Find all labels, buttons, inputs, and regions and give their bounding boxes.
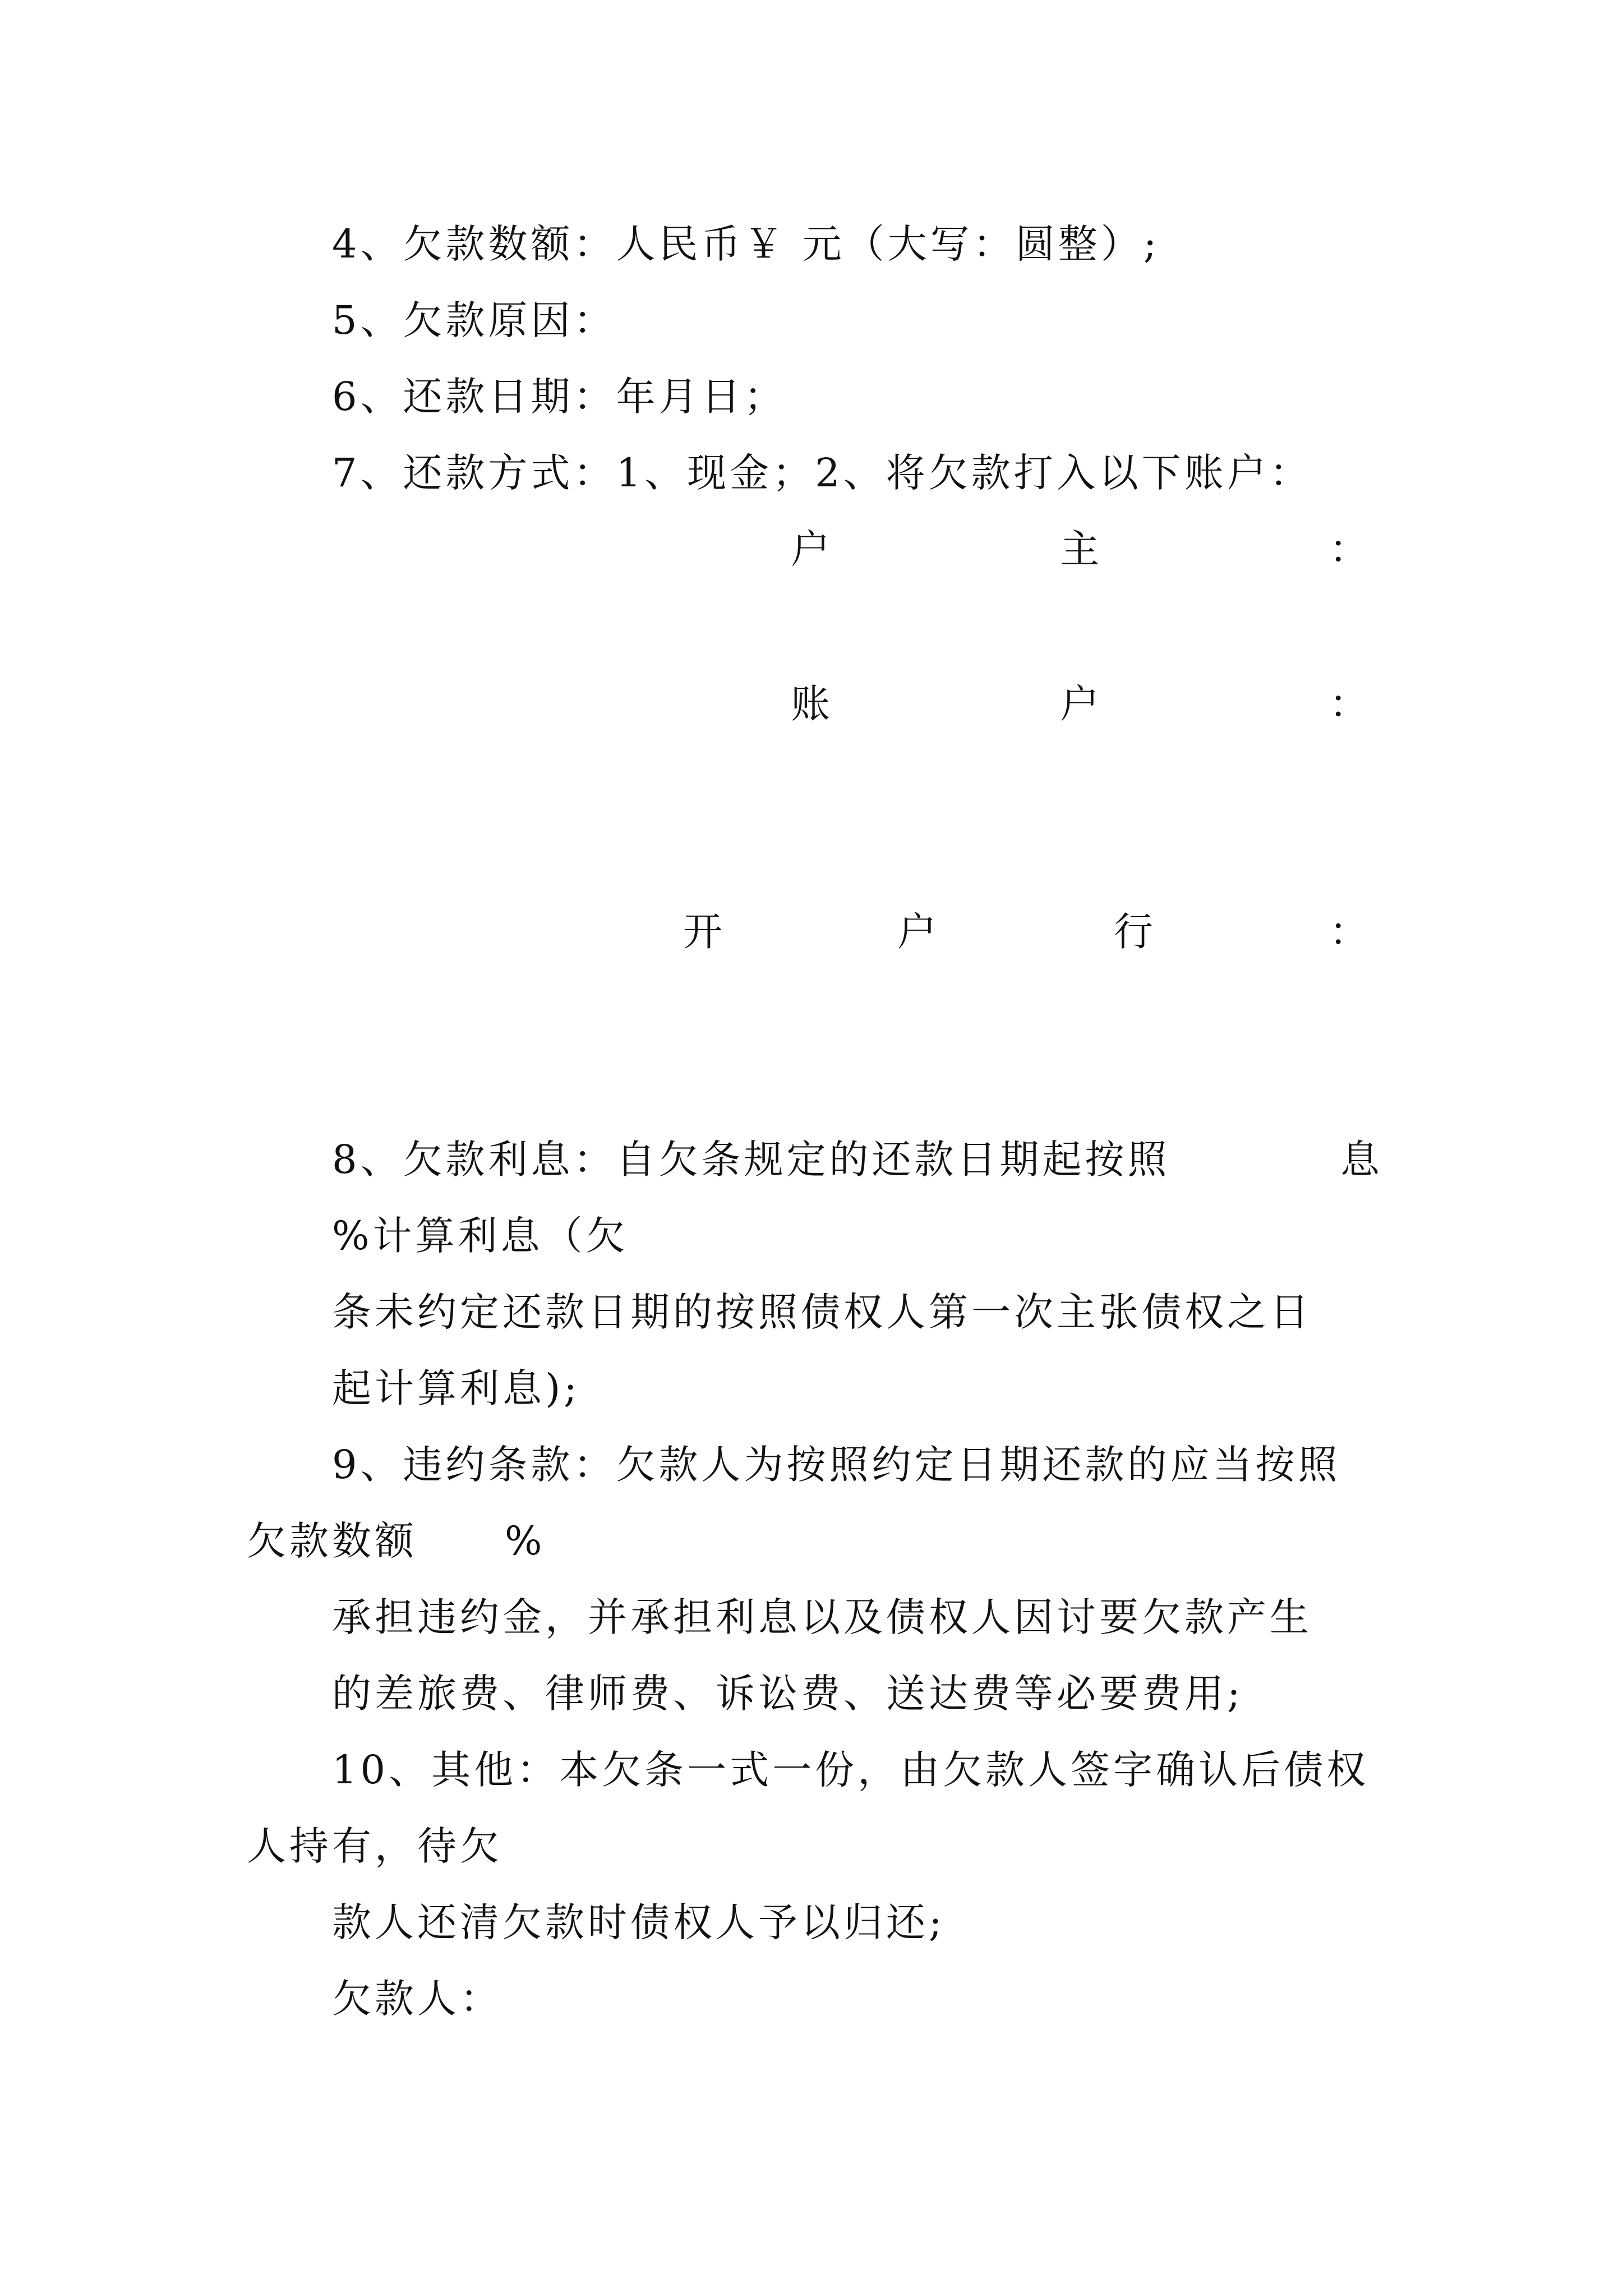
item-9-penalty-percent: %: [505, 1518, 546, 1564]
item-10-other-line-3: 款人还清欠款时债权人予以归还;: [332, 1899, 946, 1945]
item-8-interest-line-2: %计算利息（欠: [332, 1213, 629, 1259]
account-holder-char-2: 主: [1060, 526, 1099, 572]
item-6-repayment-date: 6、还款日期：年月日；: [332, 374, 787, 420]
item-8-interest-line-3: 条未约定还款日期的按照债权人第一次主张债权之日: [332, 1289, 1312, 1335]
debtor-label: 欠款人：: [332, 1976, 502, 2022]
item-8-interest-line-1-end: 息: [1340, 1137, 1383, 1182]
item-9-penalty-line-2: 欠款数额: [247, 1518, 417, 1564]
account-holder-char-1: 户: [791, 526, 830, 572]
item-5-reason: 5、欠款原因：: [332, 297, 616, 343]
account-number-char-1: 账: [791, 681, 830, 727]
item-10-other-line-2: 人持有，待欠: [247, 1823, 502, 1869]
item-8-interest-line-4: 起计算利息);: [332, 1365, 580, 1411]
account-number-char-2: 户: [1060, 681, 1099, 727]
bank-char-3: 行: [1114, 909, 1153, 955]
account-number-colon: ：: [1329, 681, 1368, 727]
item-9-penalty-line-3: 承担违约金，并承担利息以及债权人因讨要欠款产生: [332, 1594, 1312, 1640]
item-4-amount: 4、欠款数额：人民币￥ 元（大写：圆整）;: [332, 221, 1160, 267]
bank-char-1: 开: [683, 909, 722, 955]
account-holder-colon: ：: [1329, 526, 1368, 572]
item-9-penalty-line-4: 的差旅费、律师费、诉讼费、送达费等必要费用;: [332, 1671, 1244, 1717]
bank-colon: ：: [1329, 909, 1368, 955]
item-9-penalty-line-1: 9、违约条款：欠款人为按照约定日期还款的应当按照: [332, 1442, 1341, 1488]
item-7-repayment-method: 7、还款方式：1、现金；2、将欠款打入以下账户：: [332, 450, 1312, 496]
bank-char-2: 户: [897, 909, 937, 955]
item-8-interest-line-1: 8、欠款利息：自欠条规定的还款日期起按照: [332, 1137, 1170, 1182]
item-10-other-line-1: 10、其他：本欠条一式一份，由欠款人签字确认后债权: [332, 1747, 1370, 1793]
